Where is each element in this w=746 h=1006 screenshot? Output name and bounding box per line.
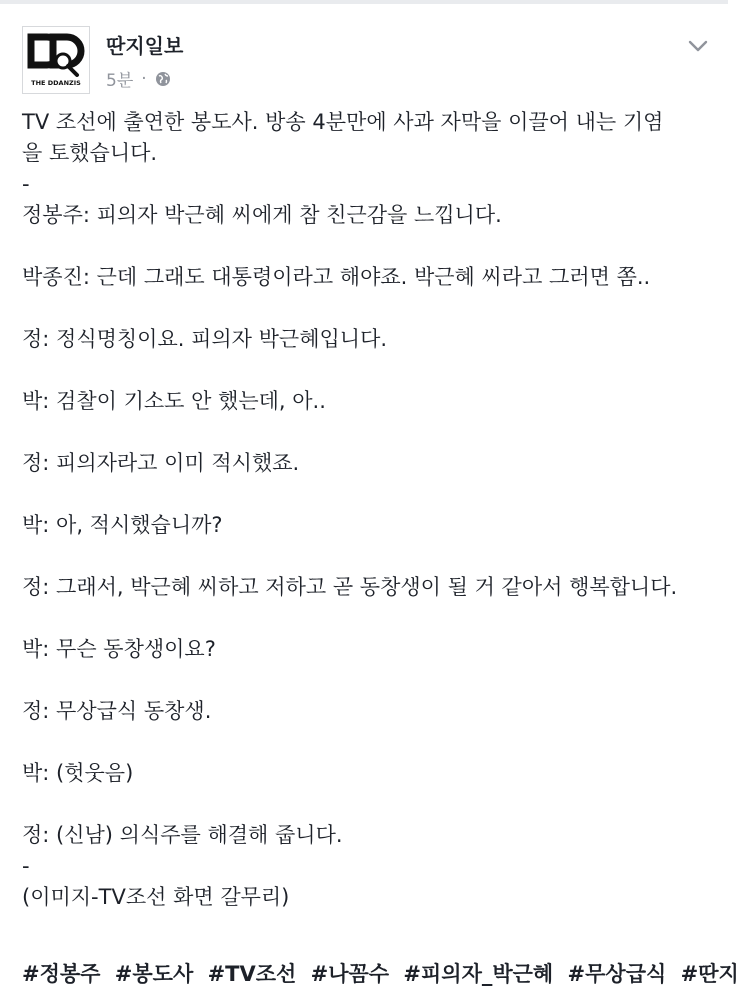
- dialogue-line: 정봉주: 피의자 박근혜 씨에게 참 친근감을 느낍니다.: [22, 203, 502, 227]
- hashtag-link[interactable]: #봉도사: [114, 962, 194, 986]
- dialogue-line: 정: 무상급식 동창생.: [22, 699, 212, 723]
- meta-separator: ·: [141, 68, 147, 89]
- post-meta: [106, 66, 171, 91]
- hashtag-link[interactable]: #무상급식: [567, 962, 667, 986]
- dialogue-line: 정: 그래서, 박근혜 씨하고 저하고 곧 동창생이 될 거 같아서 행복합니다.: [22, 575, 678, 599]
- chevron-down-icon[interactable]: [684, 32, 712, 60]
- section-divider: -: [22, 172, 30, 196]
- page-name[interactable]: 딴지일보: [106, 34, 184, 58]
- hashtag-list: [22, 958, 739, 988]
- dialogue-line: 박종진: 근데 그래도 대통령이라고 해야죠. 박근혜 씨라고 그러면 쫌..: [22, 265, 651, 289]
- dialogue-line: 박: 무슨 동창생이요?: [22, 637, 216, 661]
- dialogue-line: 박: 아, 적시했습니까?: [22, 513, 223, 537]
- dialogue-line: 박: 검찰이 기소도 안 했는데, 아..: [22, 389, 326, 413]
- image-caption: (이미지-TV조선 화면 갈무리): [22, 885, 290, 909]
- top-divider: [0, 0, 728, 4]
- intro-line: TV 조선에 출연한 봉도사. 방송 4분만에 사과 자막을 이끌어 내는 기염: [22, 110, 664, 134]
- post-body: [22, 107, 712, 913]
- avatar[interactable]: [22, 26, 90, 94]
- dialogue-line: 정: 피의자라고 이미 적시했죠.: [22, 451, 300, 475]
- hashtag-link[interactable]: #나꼼수: [310, 962, 390, 986]
- post-header: [22, 26, 712, 96]
- hashtag-link[interactable]: #TV조선: [207, 962, 297, 986]
- hashtag-link[interactable]: #딴지: [680, 962, 739, 986]
- intro-line: 을 토했습니다.: [22, 141, 158, 165]
- dialogue-line: 정: 정식명칭이요. 피의자 박근혜입니다.: [22, 327, 388, 351]
- hashtag-link[interactable]: #정봉주: [22, 962, 101, 986]
- globe-icon[interactable]: [155, 71, 171, 87]
- hashtag-link[interactable]: #피의자_박근혜: [403, 962, 554, 986]
- dialogue-line: 정: (신남) 의식주를 해결해 줍니다.: [22, 823, 343, 847]
- post-timestamp[interactable]: 5분: [106, 71, 134, 91]
- dialogue-line: 박: (헛웃음): [22, 761, 134, 785]
- logo-text: THE DDANZIS: [31, 79, 81, 87]
- ddanzi-logo: [23, 27, 89, 93]
- section-divider: -: [22, 854, 30, 878]
